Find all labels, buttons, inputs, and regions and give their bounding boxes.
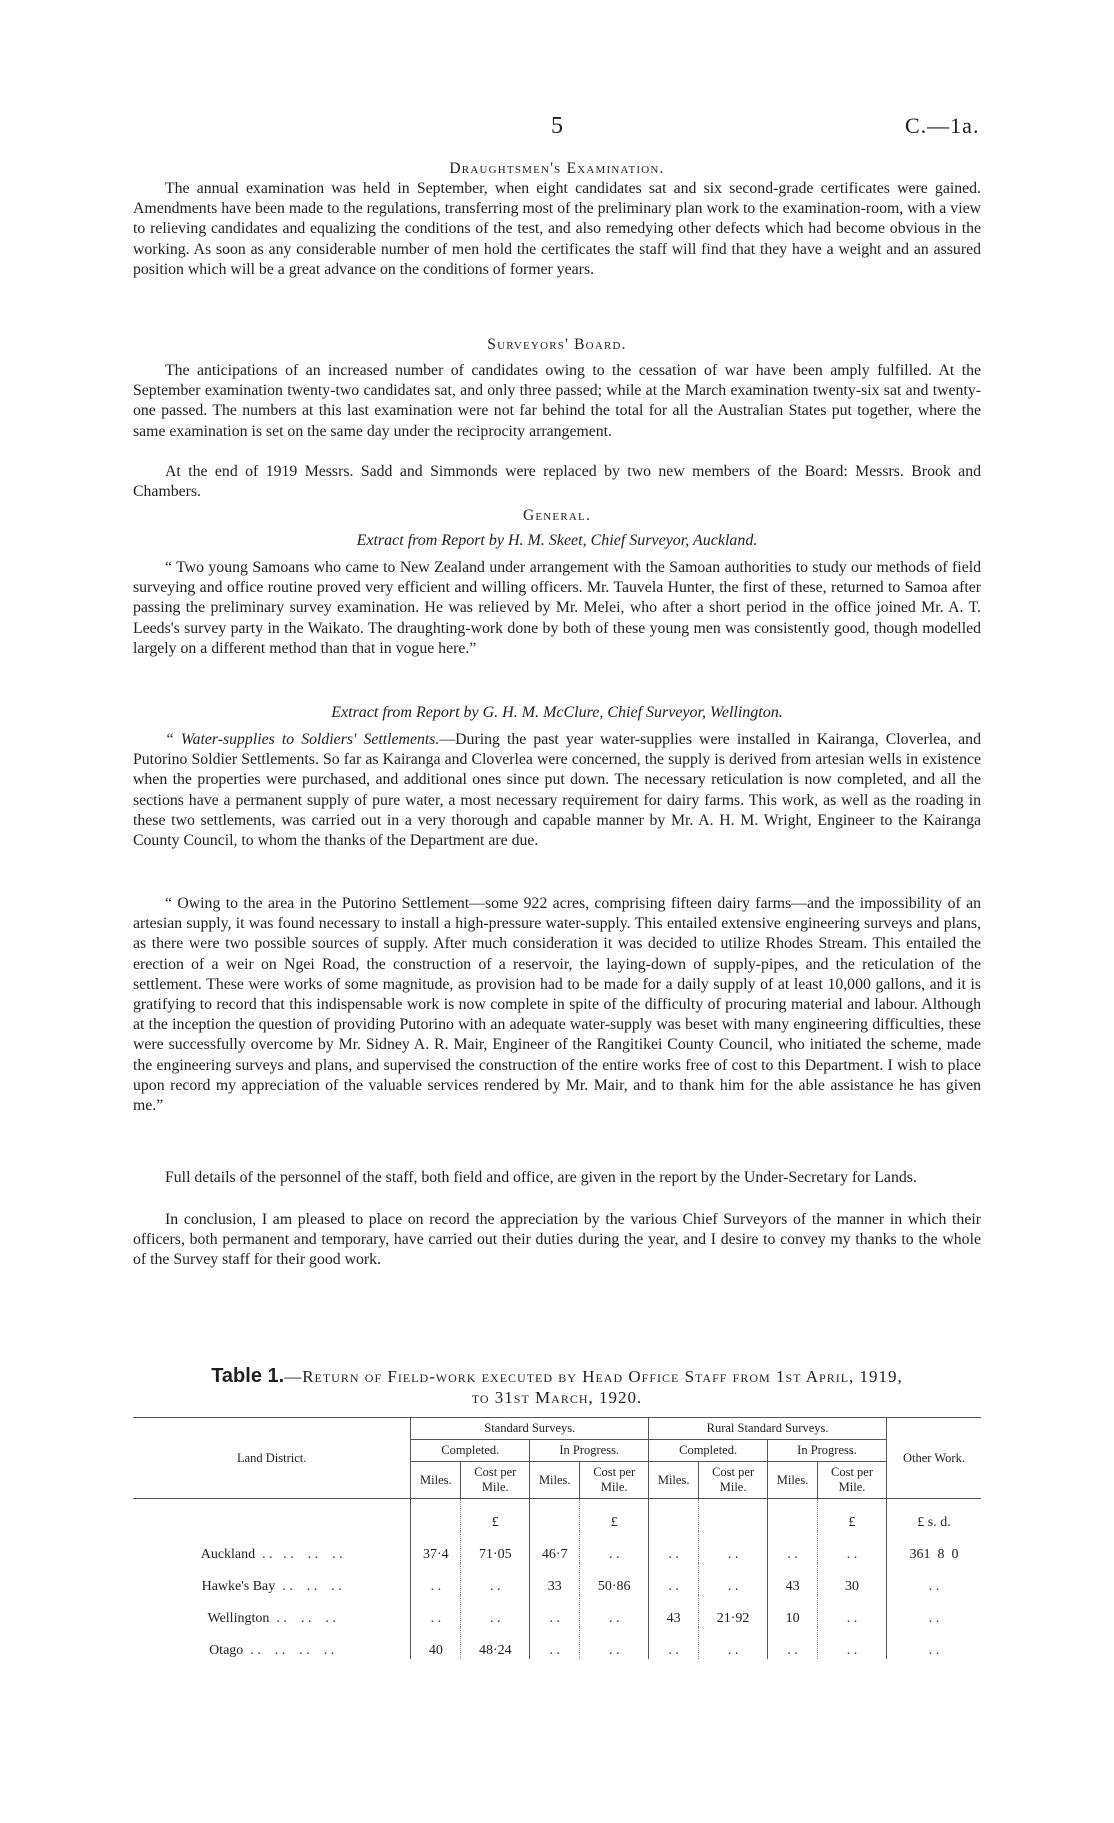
cell: . . <box>580 1595 649 1627</box>
table-title <box>133 1365 981 1408</box>
leader-dots: . . . . . . . . <box>262 1547 343 1562</box>
table-title-line2: to 31st March, 1920. <box>471 1388 643 1407</box>
land-district: Otago <box>209 1643 244 1658</box>
cell: 21·92 <box>699 1595 768 1627</box>
cell: . . <box>530 1595 580 1627</box>
land-district: Auckland <box>200 1547 256 1562</box>
table-row <box>133 1563 981 1595</box>
leader-dots: . . . . . . . . <box>250 1643 335 1658</box>
column-header-cost: Cost per Mile. <box>818 1462 887 1499</box>
cell: 43 <box>649 1595 699 1627</box>
cell: 10 <box>768 1595 818 1627</box>
land-district: Wellington <box>207 1611 270 1626</box>
currency-mark: £ <box>818 1499 887 1532</box>
paragraph-surveyors-board-1: The anticipations of an increased number of candidates owing to the cessation of war have been amply fulfilled. At the September examination twenty-two candidates sat, and only three passed; while at the March examination twenty-six sat and twenty-one passed. The numbers at this last examination were not far behind the total for all the Australian States put together, where the same examination is set on the same day under the reciprocity arrangement. <box>133 362 981 440</box>
table-row <box>133 1627 981 1659</box>
cell: . . <box>768 1531 818 1563</box>
cell: . . <box>886 1627 981 1659</box>
cell: . . <box>699 1563 768 1595</box>
section-heading-draughtsmen: Draughtsmen's Examination. <box>449 160 665 177</box>
cell: 71·05 <box>461 1531 530 1563</box>
page-number: 5 <box>551 113 563 139</box>
water-supplies-lead: “ Water-supplies to Soldiers' Settlements. <box>165 731 440 748</box>
currency-mark: £ <box>461 1499 530 1532</box>
field-work-table <box>133 1417 981 1659</box>
cell: . . <box>699 1531 768 1563</box>
section-heading-surveyors-board: Surveyors' Board. <box>487 336 627 353</box>
cell: . . <box>411 1563 461 1595</box>
cell: . . <box>818 1595 887 1627</box>
paragraph-closing-1: Full details of the personnel of the staff, both field and office, are given in the report by the Under-Secretary for Lands. <box>165 1169 917 1186</box>
cell: . . <box>461 1563 530 1595</box>
table-label: Table 1. <box>211 1365 285 1387</box>
column-header-miles: Miles. <box>768 1462 818 1499</box>
cell: . . <box>580 1627 649 1659</box>
column-header-cost: Cost per Mile. <box>461 1462 530 1499</box>
document-reference: C.—1a. <box>905 113 980 138</box>
lsd-mark: £ s. d. <box>886 1499 981 1532</box>
extract-title-auckland: Extract from Report by H. M. Skeet, Chief Surveyor, Auckland. <box>356 532 758 549</box>
land-district: Hawke's Bay <box>201 1579 276 1594</box>
column-header-rural-completed: Completed. <box>649 1440 768 1462</box>
column-header-cost: Cost per Mile. <box>580 1462 649 1499</box>
table-row <box>133 1595 981 1627</box>
paragraph-closing-2: In conclusion, I am pleased to place on record the appreciation by the various Chief Surveyors of the manner in which their officers, both permanent and temporary, have carried out their duties during the year, and I desire to convey my thanks to the whole of the Survey staff for their good work. <box>133 1211 981 1269</box>
cell: . . <box>530 1627 580 1659</box>
section-heading-general: General. <box>522 507 592 524</box>
column-header-rural-progress: In Progress. <box>768 1440 887 1462</box>
table-title-line1: —Return of Field-work executed by Head Office Staff from 1st April, 1919, <box>284 1367 903 1386</box>
paragraph-extract-wellington-1 <box>133 730 981 851</box>
cell: 40 <box>411 1627 461 1659</box>
cell: 30 <box>818 1563 887 1595</box>
cell: . . <box>649 1563 699 1595</box>
column-header-cost: Cost per Mile. <box>699 1462 768 1499</box>
cell: . . <box>886 1563 981 1595</box>
column-header-rural-surveys: Rural Standard Surveys. <box>649 1418 887 1440</box>
water-supplies-text: —During the past year water-supplies were installed in Kairanga, Cloverlea, and Putorino Soldier Settlements. So far as Kairanga and Cloverlea were concerned, the supply is derived from artesian wells in existence when the properties were purchased, and additional ones since put down. The necessary reticulation is now completed, and all the sections have a permanent supply of pure water, a most necessary requirement for dairy farms. This work, as well as the roading in these two settlements, was carried out in a very thorough and capable manner by Mr. A. H. M. Wright, Engineer to the Kairanga County Council, to whom the thanks of the Department are due. <box>133 731 981 850</box>
cell: 33 <box>530 1563 580 1595</box>
cell: 361 8 0 <box>886 1531 981 1563</box>
cell: 37·4 <box>411 1531 461 1563</box>
table-row <box>133 1531 981 1563</box>
cell: . . <box>580 1531 649 1563</box>
paragraph-extract-wellington-2: “ Owing to the area in the Putorino Settlement—some 922 acres, comprising fifteen dairy farms—and the impossibility of an artesian supply, it was found necessary to install a high-pressure water-supply. This entailed extensive engineering surveys and plans, as there were two possible sources of supply. After much consideration it was decided to utilize Rhodes Stream. This entailed the erection of a weir on Ngei Road, the construction of a reservoir, the laying-down of supply-pipes, and the reticulation of the settlement. These were works of some magnitude, as provision had to be made for a daily supply of at least 10,000 gallons, and it is gratifying to record that this indispensable work is now complete in spite of the difficulty of procuring material and labour. Although at the inception the question of providing Putorino with an adequate water-supply was beset with many engineering difficulties, these were successfully overcome by Mr. Sidney A. R. Mair, Engineer of the Rangitikei County Council, who initiated the scheme, made the engineering surveys and plans, and supervised the construction of the entire works free of cost to this Department. I wish to place upon record my appreciation of the valuable services rendered by Mr. Mair, and to thank him for the able assistance he has given me.” <box>133 895 981 1115</box>
cell: . . <box>768 1627 818 1659</box>
column-header-miles: Miles. <box>411 1462 461 1499</box>
column-header-miles: Miles. <box>649 1462 699 1499</box>
paragraph-draughtsmen: The annual examination was held in September, when eight candidates sat and six second-grade certificates were gained. Amendments have been made to the regulations, transferring most of the preliminary plan work to the examination-room, with a view to relieving candidates and equalizing the conditions of the test, and also remedying other defects which had become obvious in the working. As soon as any considerable number of men hold the certificates the staff will find that they have a weight and an assured position which will be a great advance on the conditions of former years. <box>133 180 981 278</box>
cell: . . <box>886 1595 981 1627</box>
cell: . . <box>649 1627 699 1659</box>
cell: . . <box>818 1531 887 1563</box>
cell: 43 <box>768 1563 818 1595</box>
cell: 46·7 <box>530 1531 580 1563</box>
column-header-standard-surveys: Standard Surveys. <box>411 1418 649 1440</box>
column-header-other-work: Other Work. <box>886 1418 981 1499</box>
cell: 50·86 <box>580 1563 649 1595</box>
cell: . . <box>649 1531 699 1563</box>
cell: . . <box>818 1627 887 1659</box>
column-header-miles: Miles. <box>530 1462 580 1499</box>
paragraph-surveyors-board-2: At the end of 1919 Messrs. Sadd and Simmonds were replaced by two new members of the Board: Messrs. Brook and Chambers. <box>133 463 981 501</box>
cell: 48·24 <box>461 1627 530 1659</box>
cell: . . <box>411 1595 461 1627</box>
cell: . . <box>699 1627 768 1659</box>
column-header-standard-progress: In Progress. <box>530 1440 649 1462</box>
paragraph-extract-auckland: “ Two young Samoans who came to New Zealand under arrangement with the Samoan authorities to study our methods of field surveying and office routine proved very efficient and willing officers. Mr. Tauvela Hunter, the first of these, returned to Samoa after passing the preliminary survey examination. He was relieved by Mr. Melei, who after a short period in the office joined Mr. A. T. Leeds's survey party in the Waikato. The draughting-work done by both of these young men was consistently good, though modelled largely on a different method than that in vogue here.” <box>133 559 981 657</box>
column-header-land-district: Land District. <box>133 1418 411 1499</box>
leader-dots: . . . . . . <box>276 1611 336 1626</box>
leader-dots: . . . . . . <box>282 1579 342 1594</box>
cell: . . <box>461 1595 530 1627</box>
currency-mark: £ <box>580 1499 649 1532</box>
extract-title-wellington: Extract from Report by G. H. M. McClure, Chief Surveyor, Wellington. <box>331 704 783 721</box>
column-header-standard-completed: Completed. <box>411 1440 530 1462</box>
